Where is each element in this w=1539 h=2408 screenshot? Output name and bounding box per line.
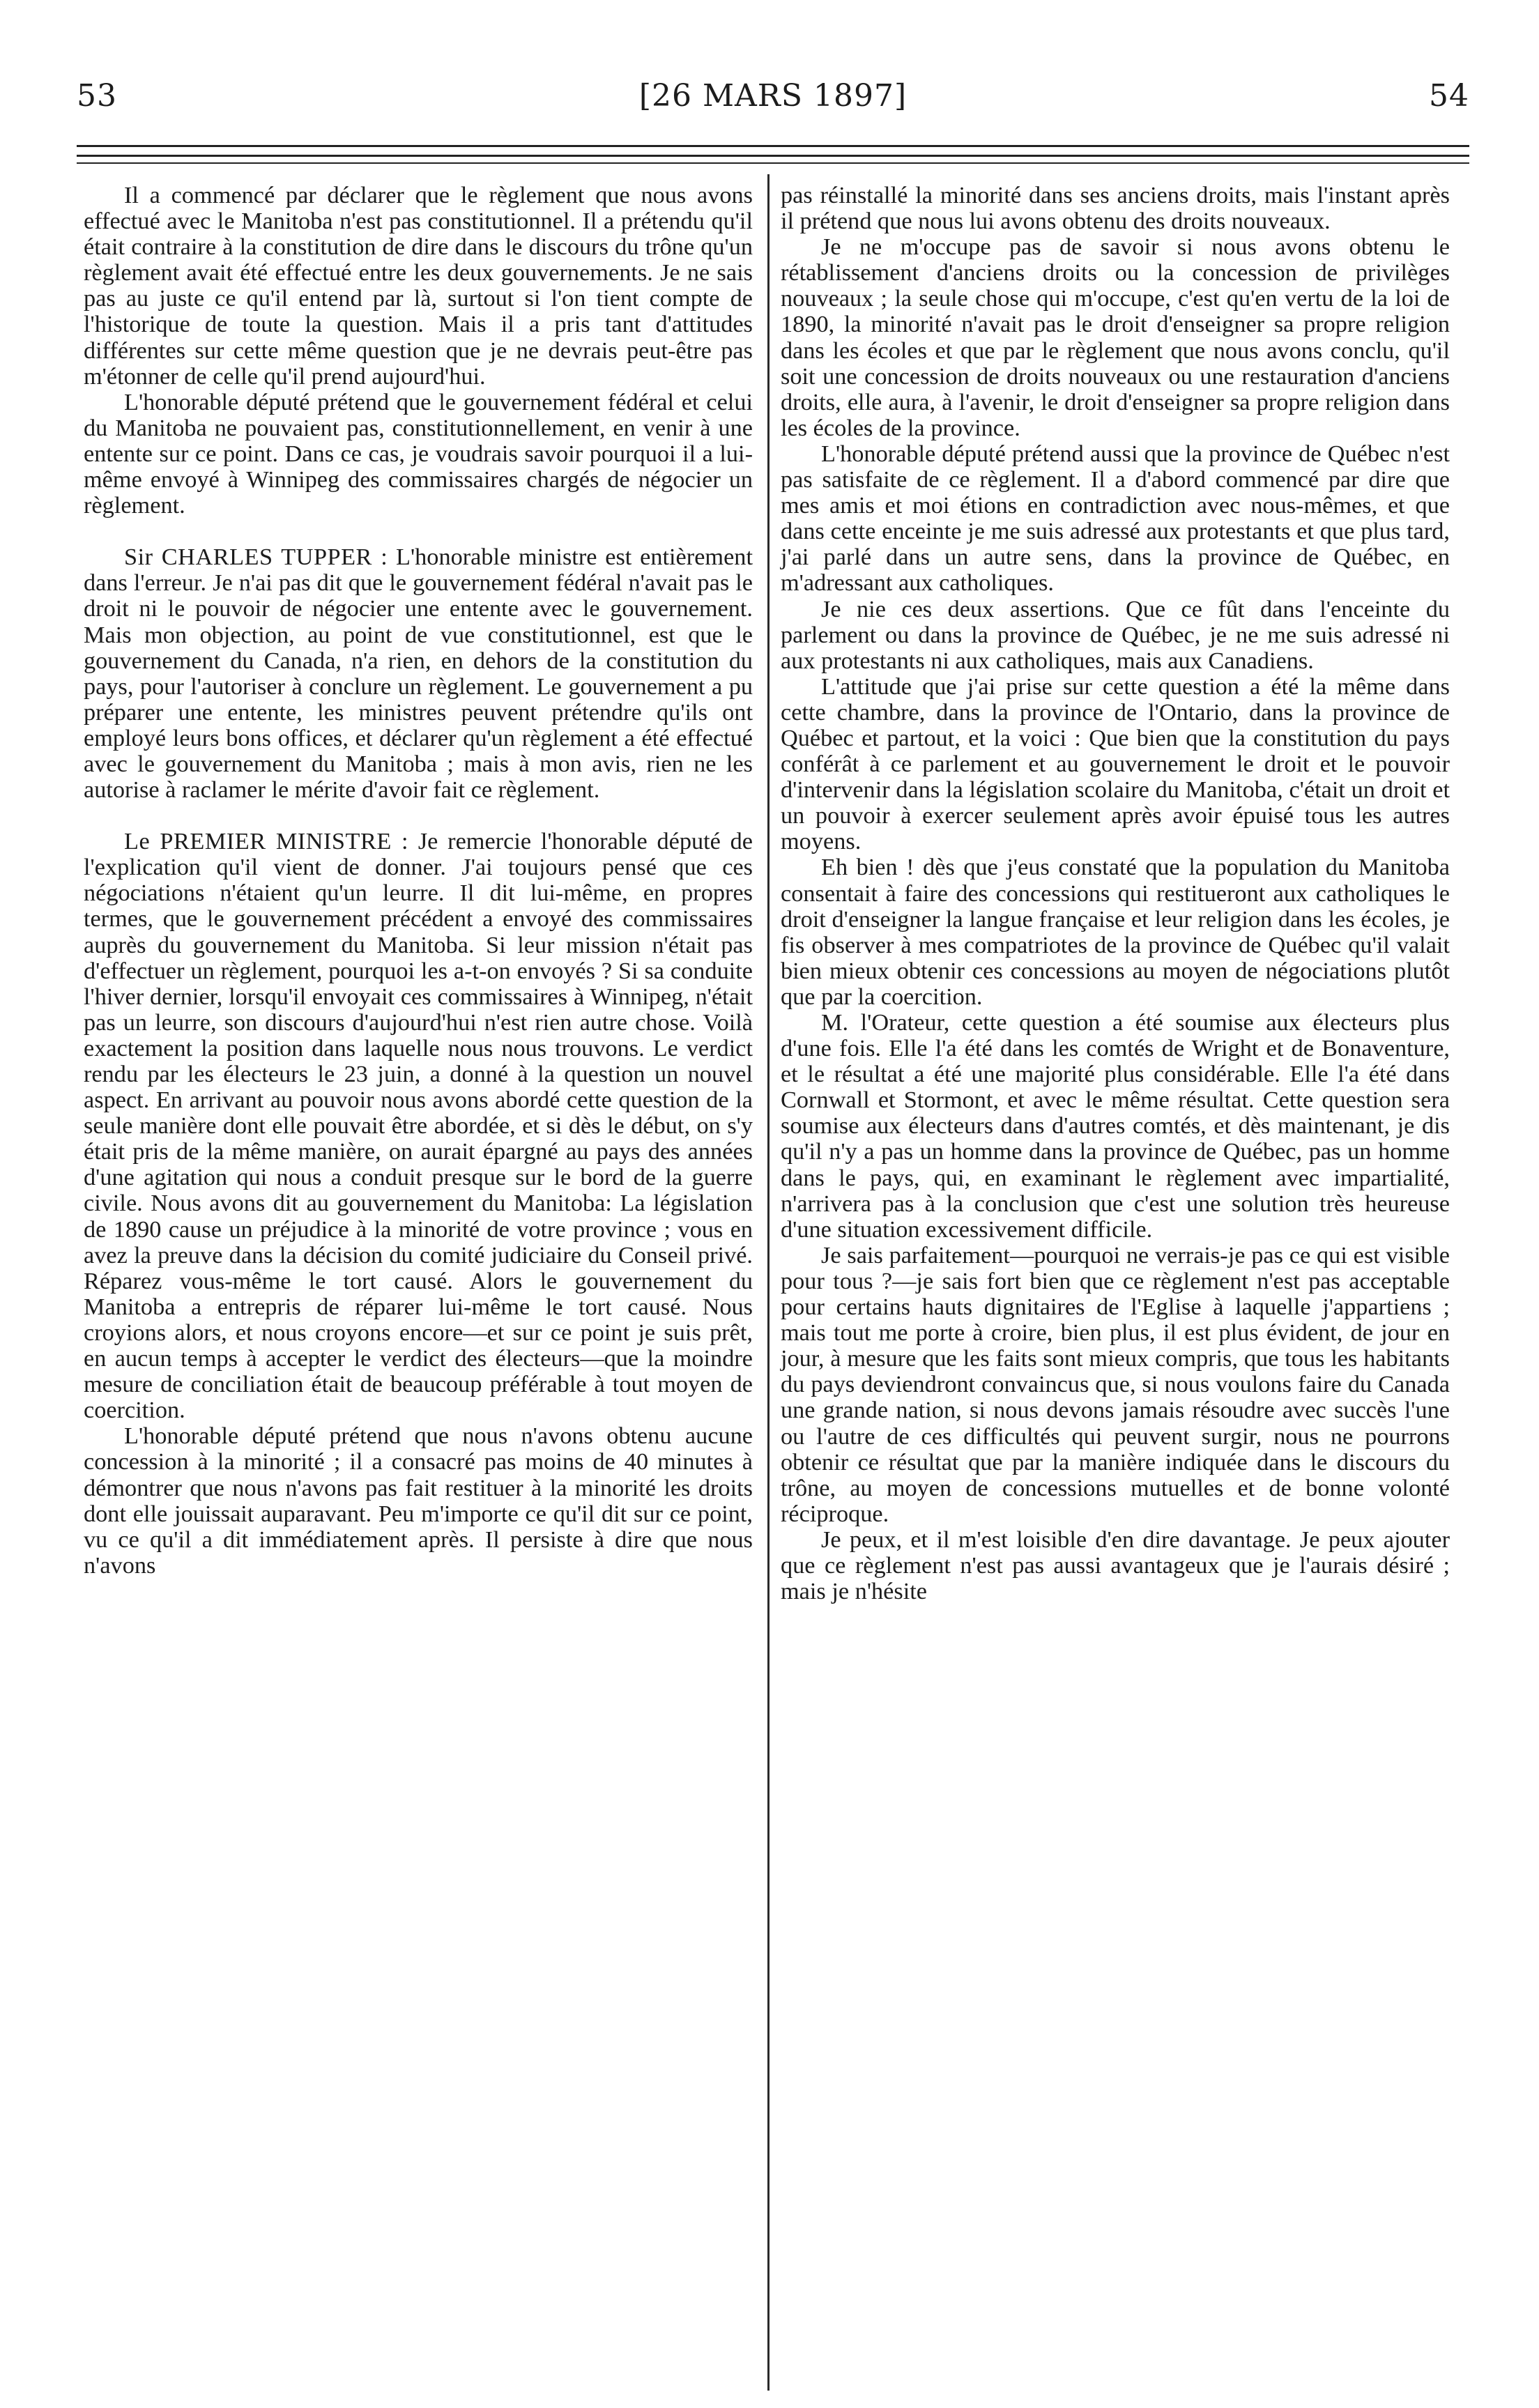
header-rule: [77, 162, 1469, 164]
page-header: [77, 78, 1469, 127]
header-date: [26 MARS 1897]: [638, 78, 908, 114]
speech-text: L'honorable ministre est entièrement dans l'erreur. Je n'ai pas dit que le gouvernement fédéral n'avait pas le droit ni le pouvoir de négocier une entente avec le gouvernement. Mais mon objection, au point de vue constitutionnel, est que le gouvernement du Canada, n'a rien, en dehors de la constitution du pays, pour l'autoriser à conclure un règlement. Le gouvernement a pu préparer une entente, les ministres peuvent prétendre qu'ils ont employé leurs bons offices, et déclarer qu'un règlement a été effectué avec le gouvernement du Manitoba ; mais à mon avis, rien ne les autorise à raclamer le mérite d'avoir fait ce règlement.: [84, 544, 753, 804]
paragraph: M. l'Orateur, cette question a été soumise aux électeurs plus d'une fois. Elle l'a été dans les comtés de Wright et de Bonaventure, et le résultat a été une majorité plus considérable. Elle l'a été dans Cornwall et Stormont, et avec le même résultat. Cette question sera soumise aux électeurs dans d'autres comtés, et dès maintenant, je dis qu'il n'y a pas un homme dans la province de Québec, pas un homme dans le pays, qui, en examinant le règlement avec impartialité, n'arrivera pas à la conclusion que c'est une solution très heureuse d'une situation excessivement difficile.: [781, 1009, 1450, 1243]
right-column: [781, 183, 1450, 1604]
paragraph: Eh bien ! dès que j'eus constaté que la population du Manitoba consentait à faire des concessions qui restitueront aux catholiques le droit d'enseigner la langue française et leur religion dans les écoles, je fis observer à mes compatriotes de la province de Québec qu'il valait bien mieux obtenir ces concessions au moyen de négociations plutôt que par la coercition.: [781, 854, 1450, 1010]
paragraph: Je nie ces deux assertions. Que ce fût dans l'enceinte du parlement ou dans la province de Québec, je ne me suis adressé ni aux protestants ni aux catholiques, mais aux Canadiens.: [781, 595, 1450, 674]
paragraph: L'honorable député prétend que nous n'avons obtenu aucune concession à la minorité ; il a consacré pas moins de 40 minutes à démontrer que nous n'avons pas fait restituer à la minorité les droits dont elle jouissait auparavant. Peu m'importe ce qu'il dit sur ce point, vu ce qu'il a dit immédiatement après. Il persiste à dire que nous n'avons: [84, 1422, 753, 1579]
paragraph: Je peux, et il m'est loisible d'en dire davantage. Je peux ajouter que ce règlement n'est pas aussi avantageux que je l'aurais désiré ; mais je n'hésite: [781, 1526, 1450, 1605]
paragraph: L'attitude que j'ai prise sur cette question a été la même dans cette chambre, dans la province de l'Ontario, dans la province de Québec et partout, et la voici : Que bien que la constitution du pays conférât à ce parlement et au gouvernement le droit et le pouvoir d'intervenir dans la législation scolaire du Manitoba, c'était un droit et un pouvoir à exercer seulement après avoir épuisé tous les autres moyens.: [781, 673, 1450, 855]
speaker-name: Le PREMIER MINISTRE :: [124, 828, 409, 855]
paragraph: L'honorable député prétend aussi que la province de Québec n'est pas satisfaite de ce règlement. Il a d'abord commencé par dire que mes amis et moi étions en contradiction avec nous-mêmes, et que dans cette enceinte je me suis adressé aux protestants et que plus tard, j'ai parlé dans un autre sens, dans la province de Québec, en m'adressant aux catholiques.: [781, 440, 1450, 597]
paragraph: Il a commencé par déclarer que le règlement que nous avons effectué avec le Manitoba n'est pas constitutionnel. Il a prétendu qu'il était contraire à la constitution de dire dans le discours du trône qu'un règlement avait été effectué entre les deux gouvernements. Je ne sais pas au juste ce qu'il entend par là, surtout si l'on tient compte de l'historique de toute la question. Mais il a pris tant d'attitudes différentes sur cette même question que je ne devrais peut-être pas m'étonner de celle qu'il prend aujourd'hui.: [84, 182, 753, 390]
column-divider: [767, 174, 770, 2391]
speech-paragraph: [84, 544, 753, 803]
speech-paragraph: [84, 829, 753, 1423]
header-rule: [77, 145, 1469, 147]
paragraph: pas réinstallé la minorité dans ses anciens droits, mais l'instant après il prétend que nous lui avons obtenu des droits nouveaux.: [781, 182, 1450, 235]
paragraph: Je ne m'occupe pas de savoir si nous avons obtenu le rétablissement d'anciens droits ou la concession de privilèges nouveaux ; la seule chose qui m'occupe, c'est qu'en vertu de la loi de 1890, la minorité n'avait pas le droit d'enseigner sa propre religion dans les écoles et que par le règlement que nous avons conclu, qu'il soit une concession de droits nouveaux ou une restauration d'anciens droits, elle aura, à l'avenir, le droit d'enseigner sa propre religion dans les écoles de la province.: [781, 233, 1450, 441]
speech-text: Je remercie l'honorable député de l'explication qu'il vient de donner. J'ai toujours pensé que ces négociations n'étaient qu'un leurre. Il dit lui-même, en propres termes, que le gouvernement précédent a envoyé des commissaires auprès du gouvernement du Manitoba. Si leur mission n'était pas d'effectuer un règlement, pourquoi les a-t-on envoyés ? Si sa conduite l'hiver dernier, lorsqu'il envoyait ces commissaires à Winnipeg, n'était pas un leurre, son discours d'aujourd'hui n'est rien autre chose. Voilà exactement la position dans laquelle nous nous trouvons. Le verdict rendu par les électeurs le 23 juin, a donné à la question un nouvel aspect. En arrivant au pouvoir nous avons abordé cette question de la seule manière dont elle pouvait être abordée, et si dès le début, on s'y était pris de la même manière, on aurait épargné au pays des années d'une agitation qui nous a conduit presque sur le bord de la guerre civile. Nous avons dit au gouvernement du Manitoba: La législation de 1890 cause un préjudice à la minorité de votre province ; vous en avez la preuve dans la décision du comité judiciaire du Conseil privé. Réparez vous-même le tort causé. Alors le gouvernement du Manitoba a entrepris de réparer lui-même le tort causé. Nous croyions alors, et nous croyons encore—et sur ce point je suis prêt, en aucun temps à accepter le verdict des électeurs—que la moindre mesure de conciliation était de beaucoup préférable à tout moyen de coercition.: [84, 828, 753, 1424]
header-rule: [77, 155, 1469, 157]
page-number-left: 53: [77, 78, 117, 114]
paragraph: Je sais parfaitement—pourquoi ne verrais-je pas ce qui est visible pour tous ?—je sais fort bien que ce règlement n'est pas acceptable pour certains hauts dignitaires de l'Eglise à laquelle j'appartiens ; mais tout me porte à croire, bien plus, il est plus évident, de jour en jour, à mesure que les faits sont mieux compris, que tous les habitants du pays deviendront convaincus que, si nous voulons faire du Canada une grande nation, si nous devons jamais résoudre avec succès l'une ou l'autre de ces difficultés qui peuvent surgir, nous ne pourrons obtenir ce résultat que par la manière indiquée dans le discours du trône, au moyen de concessions mutuelles et de bonne volonté réciproque.: [781, 1241, 1450, 1527]
page-number-right: 54: [1429, 78, 1469, 114]
paragraph: L'honorable député prétend que le gouvernement fédéral et celui du Manitoba ne pouvaient pas, constitutionnellement, en venir à une entente sur ce point. Dans ce cas, je voudrais savoir pourquoi il a lui-même envoyé à Winnipeg des commissaires chargés de négocier un règlement.: [84, 388, 753, 519]
speaker-name: Sir CHARLES TUPPER :: [124, 544, 388, 571]
left-column: [84, 183, 753, 1579]
